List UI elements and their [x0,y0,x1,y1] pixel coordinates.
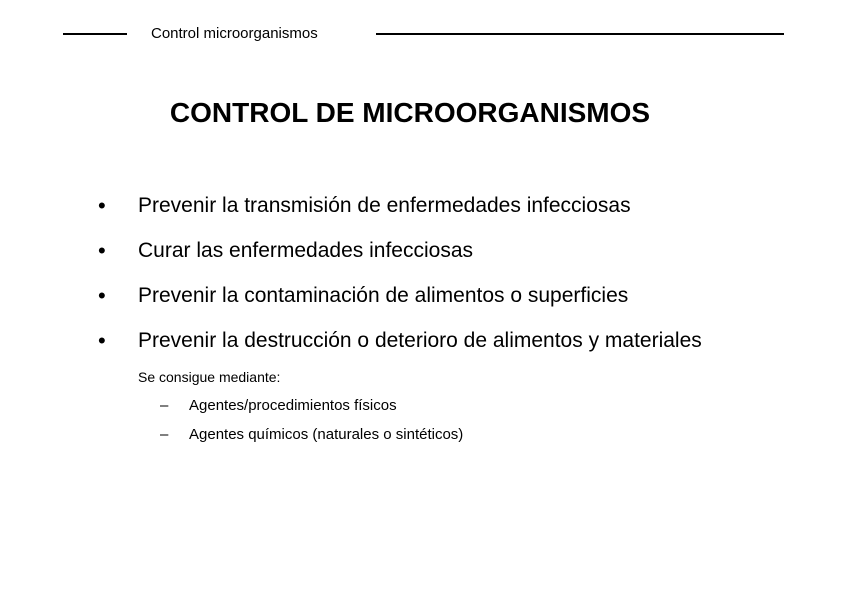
bullet-marker: • [98,283,106,308]
slide-title: CONTROL DE MICROORGANISMOS [169,97,651,128]
bullet-item [0,281,848,311]
sub-item-text: Agentes químicos (naturales o sintéticos) [189,426,464,443]
sub-item-text: Agentes/procedimientos físicos [189,397,397,414]
sub-item [0,396,848,416]
bullet-text: Prevenir la destrucción o deterioro de alimentos y materiales [138,329,702,352]
method-note: Se consigue mediante: [138,369,281,385]
bullet-marker: • [98,238,106,263]
bullet-item [0,236,848,266]
bullet-marker: • [98,193,106,218]
bullet-item [0,326,848,356]
header-rule-right [376,33,784,35]
bullet-text: Curar las enfermedades infecciosas [138,239,473,262]
header-rule-left [63,33,127,35]
running-title: Control microorganismos [151,25,318,42]
bullet-item [0,191,848,221]
sub-item [0,425,848,445]
bullet-text: Prevenir la transmisión de enfermedades infecciosas [138,194,631,217]
dash-marker: – [160,397,169,414]
bullet-marker: • [98,328,106,353]
dash-marker: – [160,426,169,443]
bullet-text: Prevenir la contaminación de alimentos o superficies [138,284,629,307]
